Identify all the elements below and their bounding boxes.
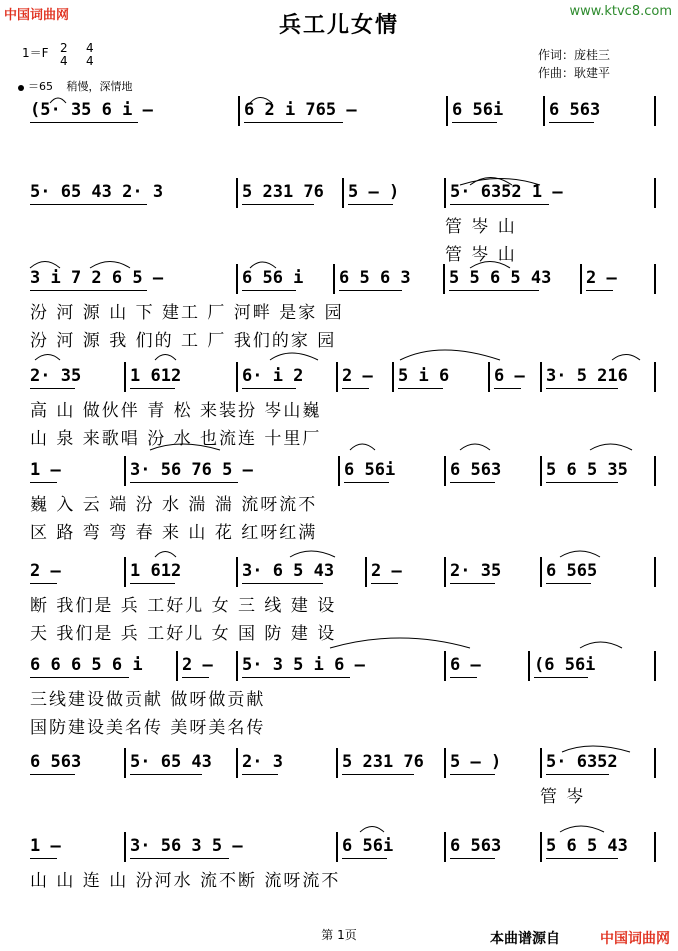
slur bbox=[460, 444, 490, 450]
notation-segment: 6 56 i bbox=[242, 268, 304, 288]
bar-line bbox=[443, 264, 445, 294]
bar-line bbox=[654, 832, 656, 862]
bar-line bbox=[444, 832, 446, 862]
beam-underline bbox=[546, 388, 618, 389]
lyric-line: 巍 入 云 端 汾 水 湍 湍 流呀流不 bbox=[30, 495, 318, 515]
notation-segment: 1 612 bbox=[130, 366, 182, 386]
bar-line bbox=[365, 557, 367, 587]
notation-segment: 3· 6 5 43 bbox=[242, 561, 335, 581]
beam-underline bbox=[30, 290, 147, 291]
time-sig-bottom: 4 bbox=[86, 54, 94, 68]
bar-line bbox=[654, 557, 656, 587]
beam-underline bbox=[342, 388, 369, 389]
song-title: 兵工儿女情 bbox=[278, 13, 399, 38]
bar-line bbox=[124, 362, 126, 392]
beam-underline bbox=[546, 583, 591, 584]
slur bbox=[155, 355, 176, 361]
beam-underline bbox=[130, 482, 238, 483]
notation-segment: 5 – ) bbox=[450, 752, 502, 772]
bar-line bbox=[336, 748, 338, 778]
slur bbox=[270, 353, 318, 360]
notation-segment: 6 – bbox=[450, 655, 481, 675]
notation-segment: 6 56i bbox=[342, 836, 394, 856]
beam-underline bbox=[242, 677, 350, 678]
notation-segment: 2· 35 bbox=[450, 561, 502, 581]
bar-line bbox=[540, 557, 542, 587]
bar-line bbox=[540, 456, 542, 486]
notation-segment: 6 565 bbox=[546, 561, 598, 581]
beam-underline bbox=[546, 774, 609, 775]
notation-segment: 5· 6352 bbox=[546, 752, 618, 772]
beam-underline bbox=[30, 482, 57, 483]
bar-line bbox=[333, 264, 335, 294]
notation-segment: 5· 65 43 bbox=[130, 752, 212, 772]
notation-segment: 6 563 bbox=[450, 836, 502, 856]
slur bbox=[330, 638, 470, 648]
beam-underline bbox=[244, 122, 343, 123]
notation-segment: 2· 3 bbox=[242, 752, 283, 772]
beam-underline bbox=[30, 583, 57, 584]
notation-segment: 1 – bbox=[30, 460, 61, 480]
bar-line bbox=[336, 362, 338, 392]
notation-segment: 6 6 6 5 6 i bbox=[30, 655, 143, 675]
bar-line bbox=[236, 557, 238, 587]
slur bbox=[290, 551, 335, 557]
notation-segment: 6 563 bbox=[450, 460, 502, 480]
notation-segment: 6 2 i 765 – bbox=[244, 100, 357, 120]
beam-underline bbox=[449, 290, 539, 291]
bar-line bbox=[124, 557, 126, 587]
notation-segment: 6 56i bbox=[452, 100, 504, 120]
bar-line bbox=[580, 264, 582, 294]
notation-segment: 6· i 2 bbox=[242, 366, 304, 386]
time-sig-top: 4 bbox=[86, 41, 94, 55]
bar-line bbox=[488, 362, 490, 392]
notation-segment: (5· 35 6 i – bbox=[30, 100, 153, 120]
bar-line bbox=[446, 96, 448, 126]
lyric-line: 三线建设做贡献 做呀做贡献 bbox=[30, 690, 266, 710]
notation-segment: 5 231 76 bbox=[342, 752, 424, 772]
bar-line bbox=[336, 832, 338, 862]
lyric-line: 高 山 做伙伴 青 松 来装扮 岑山巍 bbox=[30, 401, 322, 421]
lyric-line: 国防建设美名传 美呀美名传 bbox=[30, 718, 266, 738]
beam-underline bbox=[450, 482, 495, 483]
watermark-site-left[interactable]: 中国词曲网 bbox=[4, 8, 70, 23]
notation-segment: 5 6 5 35 bbox=[546, 460, 628, 480]
notation-segment: 3· 56 76 5 – bbox=[130, 460, 253, 480]
bar-line bbox=[444, 748, 446, 778]
slur bbox=[155, 552, 176, 558]
slur bbox=[35, 355, 60, 361]
notation-segment: 3· 56 3 5 – bbox=[130, 836, 243, 856]
bar-line bbox=[444, 456, 446, 486]
lyric-line: 管 岑 山 bbox=[445, 245, 517, 265]
lyric-line: 汾 河 源 我 们的 工 厂 我们的家 园 bbox=[30, 331, 337, 351]
notation-segment: 3 i 7 2 6 5 – bbox=[30, 268, 164, 288]
bar-line bbox=[444, 178, 446, 208]
bar-line bbox=[444, 651, 446, 681]
bar-line bbox=[654, 651, 656, 681]
tempo-marking: 稍慢，深情地 bbox=[66, 80, 133, 93]
bar-line bbox=[654, 264, 656, 294]
beam-underline bbox=[586, 290, 613, 291]
beam-underline bbox=[30, 122, 138, 123]
notation-segment: 5· 3 5 i 6 – bbox=[242, 655, 365, 675]
beam-underline bbox=[30, 204, 147, 205]
source-label: 本曲谱源自 bbox=[490, 931, 560, 947]
slur bbox=[360, 827, 384, 833]
beam-underline bbox=[348, 204, 393, 205]
lyric-line: 天 我们是 兵 工好儿 女 国 防 建 设 bbox=[30, 624, 337, 644]
bar-line bbox=[654, 748, 656, 778]
notation-segment: 3· 5 216 bbox=[546, 366, 628, 386]
notation-segment: 1 612 bbox=[130, 561, 182, 581]
notation-segment: (6 56i bbox=[534, 655, 596, 675]
bar-line bbox=[236, 178, 238, 208]
composer: 作曲：耿建平 bbox=[538, 66, 611, 80]
bar-line bbox=[124, 832, 126, 862]
beam-underline bbox=[342, 858, 387, 859]
beam-underline bbox=[130, 774, 202, 775]
beam-underline bbox=[546, 858, 618, 859]
beam-underline bbox=[182, 677, 209, 678]
key-signature: 1＝F bbox=[22, 46, 49, 60]
notation-segment: 5 231 76 bbox=[242, 182, 324, 202]
beam-underline bbox=[242, 290, 296, 291]
notation-segment: 5 6 5 43 bbox=[546, 836, 628, 856]
notation-segment: 5· 65 43 2· 3 bbox=[30, 182, 164, 202]
notation-segment: 2 – bbox=[586, 268, 617, 288]
beam-underline bbox=[242, 388, 296, 389]
beam-underline bbox=[450, 677, 477, 678]
beam-underline bbox=[130, 583, 175, 584]
beam-underline bbox=[534, 677, 588, 678]
bar-line bbox=[654, 96, 656, 126]
time-sig-bottom: 4 bbox=[60, 54, 68, 68]
slur bbox=[400, 350, 500, 360]
bar-line bbox=[176, 651, 178, 681]
lyric-line: 断 我们是 兵 工好儿 女 三 线 建 设 bbox=[30, 596, 337, 616]
bar-line bbox=[238, 96, 240, 126]
beam-underline bbox=[342, 774, 414, 775]
notation-segment: 5 5 6 5 43 bbox=[449, 268, 552, 288]
lyricist: 作词：庞桂三 bbox=[538, 48, 611, 62]
notation-segment: 2 – bbox=[342, 366, 373, 386]
beam-underline bbox=[398, 388, 443, 389]
watermark-site-right[interactable]: www.ktvc8.com bbox=[569, 4, 672, 19]
beam-underline bbox=[242, 774, 278, 775]
beam-underline bbox=[450, 204, 549, 205]
bar-line bbox=[236, 362, 238, 392]
bar-line bbox=[654, 456, 656, 486]
beam-underline bbox=[242, 204, 314, 205]
notation-segment: 6 563 bbox=[549, 100, 601, 120]
beam-underline bbox=[371, 583, 398, 584]
beam-underline bbox=[546, 482, 618, 483]
beam-underline bbox=[549, 122, 594, 123]
beam-underline bbox=[30, 388, 75, 389]
lyric-line: 山 山 连 山 汾河水 流不断 流呀流不 bbox=[30, 871, 341, 891]
slur bbox=[560, 551, 600, 557]
notation-segment: 6 5 6 3 bbox=[339, 268, 411, 288]
time-sig-top: 2 bbox=[60, 41, 68, 55]
tempo-value: ＝65 bbox=[28, 80, 53, 93]
bar-line bbox=[540, 748, 542, 778]
bar-line bbox=[124, 748, 126, 778]
bar-line bbox=[236, 651, 238, 681]
notation-segment: 2 – bbox=[30, 561, 61, 581]
source-brand-link[interactable]: 中国词曲网 bbox=[600, 931, 670, 947]
slur bbox=[590, 444, 632, 450]
lyric-line: 山 泉 来歌唱 汾 水 也流连 十里厂 bbox=[30, 429, 322, 449]
slur bbox=[560, 826, 604, 832]
bar-line bbox=[528, 651, 530, 681]
lyric-line: 管 岑 bbox=[540, 787, 586, 807]
bar-line bbox=[338, 456, 340, 486]
beam-underline bbox=[494, 388, 521, 389]
lyric-line: 区 路 弯 弯 春 来 山 花 红呀红满 bbox=[30, 523, 318, 543]
bar-line bbox=[543, 96, 545, 126]
bar-line bbox=[124, 456, 126, 486]
slur bbox=[612, 355, 640, 361]
bar-line bbox=[236, 748, 238, 778]
bar-line bbox=[654, 178, 656, 208]
beam-underline bbox=[450, 858, 495, 859]
bar-line bbox=[540, 832, 542, 862]
lyric-line: 汾 河 源 山 下 建工 厂 河畔 是家 园 bbox=[30, 303, 344, 323]
notation-segment: 2 – bbox=[371, 561, 402, 581]
notation-segment: 1 – bbox=[30, 836, 61, 856]
bar-line bbox=[540, 362, 542, 392]
bar-line bbox=[444, 557, 446, 587]
beam-underline bbox=[450, 583, 495, 584]
beam-underline bbox=[242, 583, 323, 584]
notation-segment: 6 56i bbox=[344, 460, 396, 480]
beam-underline bbox=[450, 774, 495, 775]
lyric-line: 管 岑 山 bbox=[445, 217, 517, 237]
beam-underline bbox=[130, 388, 175, 389]
slur bbox=[350, 444, 375, 450]
beam-underline bbox=[344, 482, 389, 483]
slur bbox=[580, 642, 622, 648]
beam-underline bbox=[339, 290, 402, 291]
beam-underline bbox=[130, 858, 229, 859]
bar-line bbox=[392, 362, 394, 392]
bar-line bbox=[342, 178, 344, 208]
bar-line bbox=[654, 362, 656, 392]
notation-segment: 5 i 6 bbox=[398, 366, 450, 386]
beam-underline bbox=[30, 677, 129, 678]
notation-segment: 2· 35 bbox=[30, 366, 82, 386]
notation-segment: 5 – ) bbox=[348, 182, 400, 202]
beam-underline bbox=[30, 774, 75, 775]
notation-segment: 6 563 bbox=[30, 752, 82, 772]
notation-segment: 2 – bbox=[182, 655, 213, 675]
beam-underline bbox=[30, 858, 57, 859]
notation-segment: 5· 6352 1 – bbox=[450, 182, 563, 202]
notation-segment: 6 – bbox=[494, 366, 525, 386]
bar-line bbox=[236, 264, 238, 294]
page-number: 第 1页 bbox=[321, 928, 357, 942]
beam-underline bbox=[452, 122, 497, 123]
